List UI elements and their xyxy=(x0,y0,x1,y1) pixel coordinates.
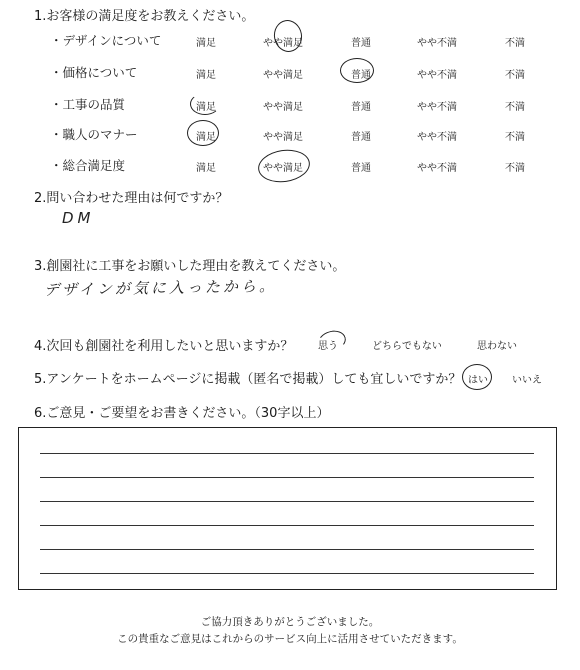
footer-thanks: ご協力頂きありがとうございました。 xyxy=(200,616,380,628)
q1-row-label-overall: ・総合満足度 xyxy=(50,158,126,173)
q1-row-label-price: ・価格について xyxy=(50,65,138,80)
q1-row2-option-yaya-manzoku[interactable]: やや満足 xyxy=(263,70,303,81)
footer-note: この貴重なご意見はこれからのサービス向上に活用させていただきます。 xyxy=(117,633,463,645)
q1-row3-option-fuman[interactable]: 不満 xyxy=(505,102,525,113)
comment-line xyxy=(40,453,534,454)
q2-handwritten-answer: DM xyxy=(62,209,95,227)
q1-row2-option-manzoku[interactable]: 満足 xyxy=(196,70,216,81)
q1-row4-option-manzoku[interactable]: 満足 xyxy=(196,132,216,143)
comment-line xyxy=(40,573,534,574)
comment-line xyxy=(40,501,534,502)
q4-option-omou[interactable]: 思う xyxy=(318,341,338,352)
q1-row1-option-fuman[interactable]: 不満 xyxy=(505,38,525,49)
q1-row5-selection-mark xyxy=(256,147,312,186)
q1-row2-option-fuman[interactable]: 不満 xyxy=(505,70,525,81)
q1-row3-option-yaya-manzoku[interactable]: やや満足 xyxy=(263,102,303,113)
q1-row1-option-yaya-fuman[interactable]: やや不満 xyxy=(417,38,457,49)
q5-option-hai[interactable]: はい xyxy=(468,375,488,386)
q5-option-iie[interactable]: いいえ xyxy=(512,375,542,386)
q1-row5-option-yaya-fuman[interactable]: やや不満 xyxy=(417,163,457,174)
q1-row4-option-futsu[interactable]: 普通 xyxy=(351,132,371,143)
q1-row2-option-yaya-fuman[interactable]: やや不満 xyxy=(417,70,457,81)
q1-row5-option-fuman[interactable]: 不満 xyxy=(505,163,525,174)
comment-line xyxy=(40,477,534,478)
q1-row1-option-futsu[interactable]: 普通 xyxy=(351,38,371,49)
q1-row-label-manner: ・職人のマナー xyxy=(50,127,138,142)
q3-title: 3.創園社に工事をお願いした理由を教えてください。 xyxy=(34,259,346,274)
q1-title: 1.お客様の満足度をお教えください。 xyxy=(34,9,255,24)
q1-row2-selection-mark xyxy=(340,58,374,83)
q6-title: 6.ご意見・ご要望をお書きください。（30字以上） xyxy=(34,406,330,421)
q1-row4-selection-mark xyxy=(187,120,219,146)
q1-row4-option-yaya-manzoku[interactable]: やや満足 xyxy=(263,132,303,143)
q1-row4-option-fuman[interactable]: 不満 xyxy=(505,132,525,143)
q3-handwritten-answer: デザインが気に入ったから。 xyxy=(43,276,278,300)
q5-selection-mark xyxy=(462,364,492,390)
q1-row1-option-yaya-manzoku[interactable]: やや満足 xyxy=(263,38,303,49)
q1-row3-option-futsu[interactable]: 普通 xyxy=(351,102,371,113)
q4-title: 4.次回も創園社を利用したいと思いますか？ xyxy=(34,339,294,354)
q1-row4-option-yaya-fuman[interactable]: やや不満 xyxy=(417,132,457,143)
comment-line xyxy=(40,549,534,550)
q1-row1-option-manzoku[interactable]: 満足 xyxy=(196,38,216,49)
comment-box[interactable] xyxy=(18,427,557,590)
comment-line xyxy=(40,525,534,526)
q1-row3-option-yaya-fuman[interactable]: やや不満 xyxy=(417,102,457,113)
q1-row5-option-yaya-manzoku[interactable]: やや満足 xyxy=(263,163,303,174)
q5-title: 5.アンケートをホームページに掲載（匿名で掲載）しても宜しいですか？ xyxy=(34,372,462,387)
q2-title: 2.問い合わせた理由は何ですか？ xyxy=(34,191,229,206)
q4-option-dochirademonai[interactable]: どちらでもない xyxy=(372,341,442,352)
q1-row5-option-manzoku[interactable]: 満足 xyxy=(196,163,216,174)
q1-row3-option-manzoku[interactable]: 満足 xyxy=(196,102,216,113)
q1-row5-option-futsu[interactable]: 普通 xyxy=(351,163,371,174)
q4-option-omowanai[interactable]: 思わない xyxy=(477,341,517,352)
q1-row3-selection-mark xyxy=(190,93,220,115)
q1-row-label-design: ・デザインについて xyxy=(50,33,162,48)
q1-row-label-quality: ・工事の品質 xyxy=(50,97,126,112)
q1-row2-option-futsu[interactable]: 普通 xyxy=(351,70,371,81)
